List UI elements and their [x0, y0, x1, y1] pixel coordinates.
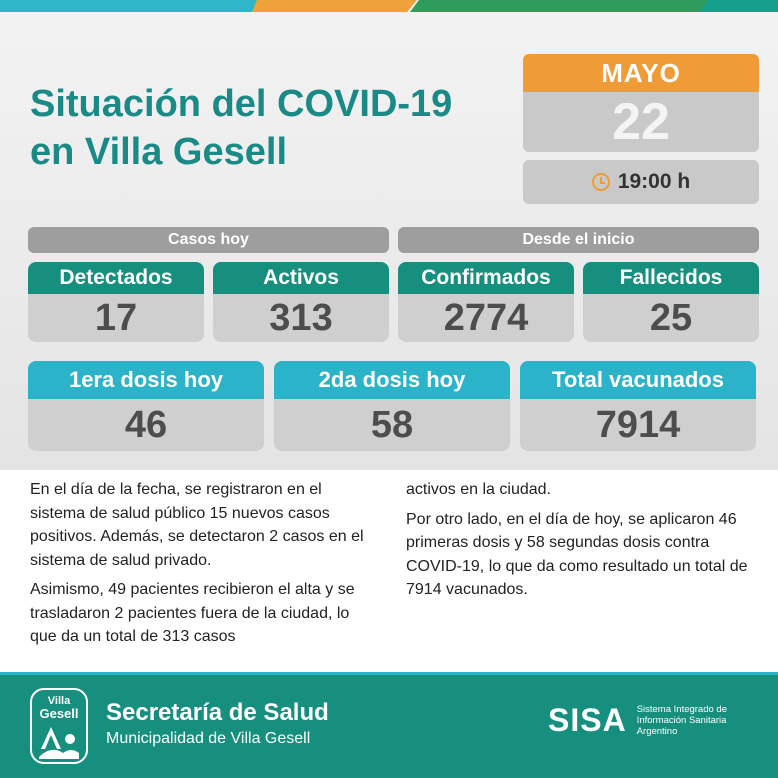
stat-label: Fallecidos: [583, 262, 759, 294]
vac-total: [520, 361, 756, 451]
date-card: [523, 54, 759, 204]
vac-primera-dosis: [28, 361, 264, 451]
stat-detectados: [28, 262, 204, 342]
day-number: 22: [523, 92, 759, 152]
vac-segunda-dosis: [274, 361, 510, 451]
body-paragraph: Asimismo, 49 pacientes recibieron el alta y se trasladaron 2 pacientes fuera de la ciudad, lo que da un total de 313 casos: [30, 581, 355, 645]
department-name: Secretaría de Salud: [106, 699, 329, 726]
vac-value: 7914: [520, 399, 756, 451]
stat-activos: [213, 262, 389, 342]
body-column-left: [30, 478, 380, 655]
clock-icon: [592, 173, 610, 191]
vac-value: 46: [28, 399, 264, 451]
stat-fallecidos: [583, 262, 759, 342]
pine-dune-icon: [37, 725, 81, 761]
section-desde-inicio: Desde el inicio: [398, 227, 759, 253]
stat-value: 2774: [398, 294, 574, 342]
vac-label: 1era dosis hoy: [28, 361, 264, 399]
footer: [0, 672, 778, 778]
stat-label: Confirmados: [398, 262, 574, 294]
stat-label: Detectados: [28, 262, 204, 294]
title-line-1: Situación del COVID-19: [30, 83, 453, 125]
body-column-right: [406, 478, 758, 608]
sisa-logo: SISA: [548, 702, 627, 738]
department-subtitle: Municipalidad de Villa Gesell: [106, 730, 311, 747]
stat-value: 17: [28, 294, 204, 342]
vac-label: 2da dosis hoy: [274, 361, 510, 399]
vac-label: Total vacunados: [520, 361, 756, 399]
stat-value: 25: [583, 294, 759, 342]
top-stripe-orange: [252, 0, 417, 12]
sisa-description: Sistema Integrado de Información Sanitaria Argentino: [636, 703, 727, 737]
top-stripe-teal: [700, 0, 778, 12]
stat-label: Activos: [213, 262, 389, 294]
villa-gesell-logo: [30, 688, 88, 764]
title-line-2: en Villa Gesell: [30, 131, 288, 173]
sisa-logo-block: [548, 702, 747, 738]
top-stripe-cyan: [0, 0, 260, 12]
time-box: [523, 160, 759, 204]
department-block: [106, 698, 329, 750]
stat-confirmados: [398, 262, 574, 342]
time-label: 19:00 h: [617, 170, 691, 193]
logo-text-line-1: Villa: [47, 695, 71, 707]
stat-value: 313: [213, 294, 389, 342]
month-label: MAYO: [523, 54, 759, 92]
body-paragraph: Por otro lado, en el día de hoy, se aplicaron 46 primeras dosis y 58 segundas dosis contra COVID-19, lo que da como resultado un total de 7914 vacunados.: [406, 510, 748, 598]
section-casos-hoy: Casos hoy: [28, 227, 389, 253]
top-stripe-green: [410, 0, 710, 12]
body-paragraph: activos en la ciudad.: [406, 481, 551, 498]
body-paragraph: En el día de la fecha, se registraron en el sistema de salud público 15 nuevos casos positivos. Además, se detectaron 2 casos en el sistema de salud privado.: [30, 481, 364, 569]
vac-value: 58: [274, 399, 510, 451]
logo-text-line-2: Gesell: [39, 706, 79, 721]
page-title: [30, 80, 490, 176]
